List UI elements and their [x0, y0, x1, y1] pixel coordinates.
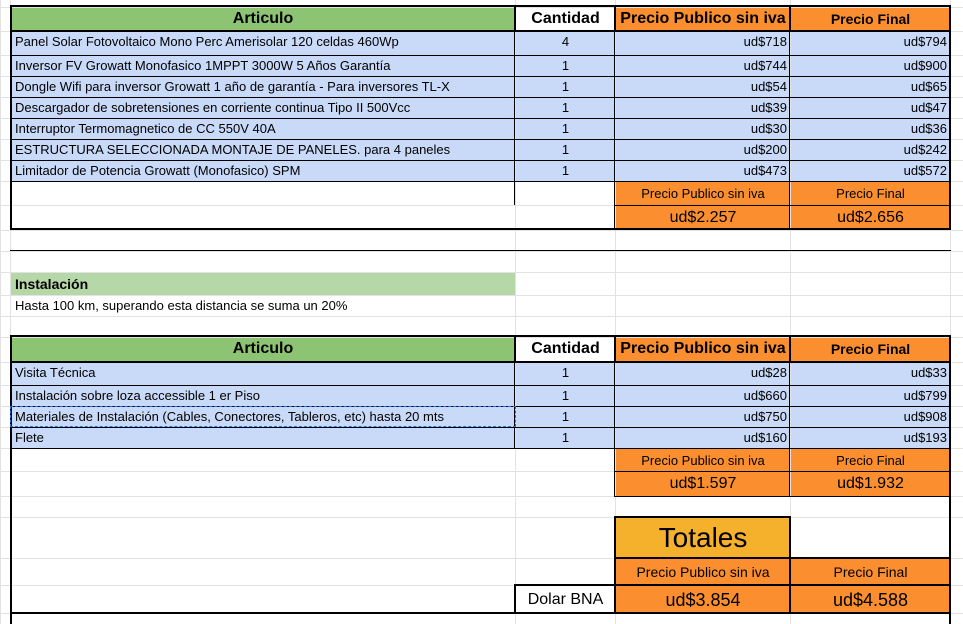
dolar-bna-label[interactable]: Dolar BNA [527, 591, 604, 608]
item-precio-final[interactable]: ud$572 [791, 161, 950, 181]
item2-cantidad[interactable]: 1 [516, 386, 615, 406]
item-articulo[interactable]: Descargador de sobretensiones en corriente continua Tipo II 500Vcc [11, 98, 515, 118]
item2-articulo[interactable]: Materiales de Instalación (Cables, Conectores, Tableros, etc) hasta 20 mts [11, 407, 515, 427]
subtotal2-label-final[interactable]: Precio Final [791, 449, 950, 471]
item-precio-sin-iva[interactable]: ud$30 [616, 119, 790, 139]
item-precio-sin-iva[interactable]: ud$200 [616, 140, 790, 160]
item-cantidad[interactable]: 1 [516, 56, 615, 76]
item-precio-final[interactable]: ud$900 [791, 56, 950, 76]
item-articulo[interactable]: Interruptor Termomagnetico de CC 550V 40A [11, 119, 515, 139]
instalacion-note[interactable]: Hasta 100 km, superando esta distancia se suma un 20% [15, 298, 348, 313]
item-precio-sin-iva[interactable]: ud$473 [616, 161, 790, 181]
item-precio-final[interactable]: ud$794 [791, 32, 950, 55]
item2-cantidad[interactable]: 1 [516, 428, 615, 448]
item-articulo[interactable]: Dongle Wifi para inversor Growatt 1 año de garantía - Para inversores TL-X [11, 77, 515, 97]
item2-precio-sin-iva[interactable]: ud$160 [616, 428, 790, 448]
subtotal1-label-final[interactable]: Precio Final [791, 182, 950, 205]
item2-precio-sin-iva[interactable]: ud$660 [616, 386, 790, 406]
item2-precio-sin-iva[interactable]: ud$750 [616, 407, 790, 427]
instalacion-title[interactable]: Instalación [11, 273, 515, 295]
item-precio-final[interactable]: ud$47 [791, 98, 950, 118]
selected-cell-highlight [10, 406, 516, 427]
item-precio-sin-iva[interactable]: ud$54 [616, 77, 790, 97]
item2-cantidad[interactable]: 1 [516, 407, 615, 427]
item2-articulo[interactable]: Visita Técnica [11, 363, 515, 385]
header2-precio-final[interactable]: Precio Final [791, 338, 950, 362]
item-cantidad[interactable]: 1 [516, 119, 615, 139]
header-precio-sin-iva[interactable]: Precio Publico sin iva [616, 8, 790, 31]
subtotal1-sin-iva[interactable]: ud$2.257 [616, 206, 790, 230]
item-articulo[interactable]: Panel Solar Fotovoltaico Mono Perc Amerisolar 120 celdas 460Wp [11, 32, 515, 55]
header2-cantidad[interactable]: Cantidad [531, 340, 600, 357]
item-articulo[interactable]: Limitador de Potencia Growatt (Monofasico) SPM [11, 161, 515, 181]
subtotal2-label-sin-iva[interactable]: Precio Publico sin iva [616, 449, 790, 471]
header2-precio-sin-iva[interactable]: Precio Publico sin iva [616, 338, 790, 362]
item2-precio-final[interactable]: ud$33 [791, 363, 950, 385]
item-cantidad[interactable]: 1 [516, 98, 615, 118]
item2-articulo[interactable]: Instalación sobre loza accessible 1 er Piso [11, 386, 515, 406]
totales-final[interactable]: ud$4.588 [791, 586, 950, 613]
item2-precio-final[interactable]: ud$193 [791, 428, 950, 448]
item2-cantidad[interactable]: 1 [516, 363, 615, 385]
item2-precio-sin-iva[interactable]: ud$28 [616, 363, 790, 385]
item-precio-sin-iva[interactable]: ud$39 [616, 98, 790, 118]
totales-title[interactable]: Totales [616, 518, 790, 558]
subtotal2-final[interactable]: ud$1.932 [791, 472, 950, 496]
header-precio-final[interactable]: Precio Final [791, 8, 950, 31]
item-precio-final[interactable]: ud$65 [791, 77, 950, 97]
header2-articulo[interactable]: Articulo [11, 338, 515, 362]
totales-label-sin-iva[interactable]: Precio Publico sin iva [616, 559, 790, 585]
item-precio-final[interactable]: ud$242 [791, 140, 950, 160]
item-cantidad[interactable]: 1 [516, 77, 615, 97]
item-precio-sin-iva[interactable]: ud$744 [616, 56, 790, 76]
item-articulo[interactable]: ESTRUCTURA SELECCIONADA MONTAJE DE PANELES. para 4 paneles [11, 140, 515, 160]
totales-label-final[interactable]: Precio Final [791, 559, 950, 585]
subtotal2-sin-iva[interactable]: ud$1.597 [616, 472, 790, 496]
item2-precio-final[interactable]: ud$908 [791, 407, 950, 427]
header-cantidad[interactable]: Cantidad [516, 8, 615, 31]
item2-articulo[interactable]: Flete [11, 428, 515, 448]
item-precio-sin-iva[interactable]: ud$718 [616, 32, 790, 55]
item-articulo[interactable]: Inversor FV Growatt Monofasico 1MPPT 3000W 5 Años Garantía [11, 56, 515, 76]
item-cantidad[interactable]: 4 [516, 32, 615, 55]
totales-sin-iva[interactable]: ud$3.854 [616, 586, 790, 613]
item-cantidad[interactable]: 1 [516, 140, 615, 160]
subtotal1-final[interactable]: ud$2.656 [791, 206, 950, 230]
item2-precio-final[interactable]: ud$799 [791, 386, 950, 406]
header-articulo[interactable]: Articulo [11, 8, 515, 31]
subtotal1-label-sin-iva[interactable]: Precio Publico sin iva [616, 182, 790, 205]
item-precio-final[interactable]: ud$36 [791, 119, 950, 139]
item-cantidad[interactable]: 1 [516, 161, 615, 181]
